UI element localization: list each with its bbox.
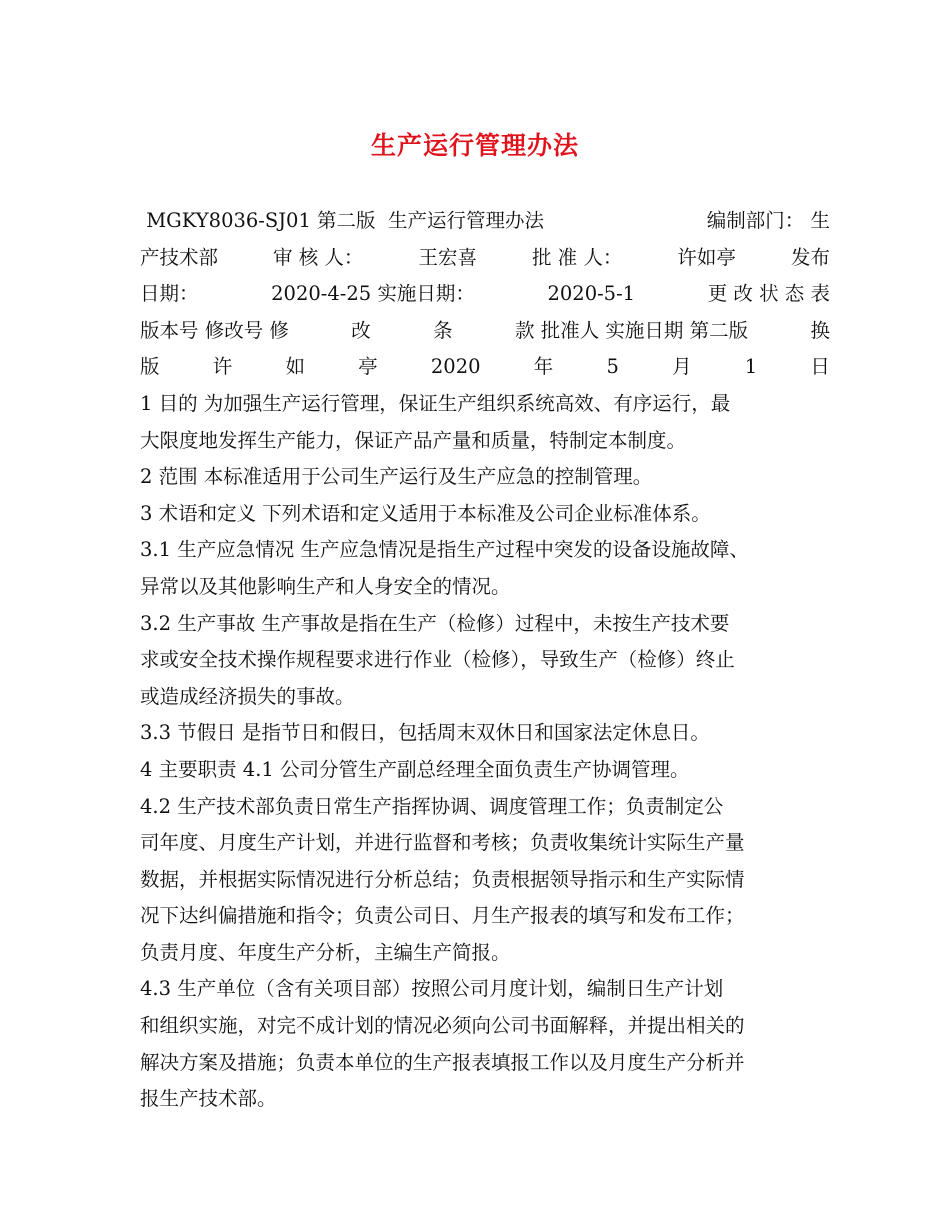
body-line: 4.2 生产技术部负责日常生产指挥协调、调度管理工作；负责制定公 — [140, 794, 724, 818]
header-segment: 如 — [285, 355, 305, 379]
header-segment: 2020 — [430, 355, 481, 379]
header-segment: MGKY8036-SJ01 第二版 生产运行管理办法 — [140, 209, 544, 232]
header-segment: 许 — [212, 355, 233, 379]
header-segment: 编制部门： 生 — [706, 209, 830, 232]
body-line: 解决方案及措施；负责本单位的生产报表填报工作以及月度生产分析并 — [140, 1050, 745, 1074]
header-segment: 许如亭 — [677, 245, 736, 269]
header-segment: 5 — [606, 355, 619, 379]
body-line: 3.1 生产应急情况 生产应急情况是指生产过程中突发的设备设施故障、 — [140, 538, 749, 562]
header-segment: 日 — [810, 355, 830, 379]
header-line — [140, 276, 830, 313]
body-line: 异常以及其他影响生产和人身安全的情况。 — [140, 574, 511, 598]
body-line: 1 目的 为加强生产运行管理，保证生产组织系统高效、有序运行，最 — [140, 391, 731, 415]
header-segment: 版本号 修改号 修 — [140, 318, 289, 342]
header-segment: 日期： — [140, 282, 199, 306]
header-segment: 亭 — [358, 355, 378, 379]
header-line — [140, 349, 830, 386]
body-line: 2 范围 本标准适用于公司生产运行及生产应急的控制管理。 — [140, 465, 653, 489]
header-segment: 1 — [744, 355, 758, 379]
body-line: 数据，并根据实际情况进行分析总结；负责根据领导指示和生产实际情 — [140, 867, 745, 891]
body-line: 3.2 生产事故 生产事故是指在生产（检修）过程中，未按生产技术要 — [140, 611, 730, 635]
header-segment: 批 准 人： — [531, 245, 623, 269]
document-body — [140, 203, 830, 1118]
body-line: 3 术语和定义 下列术语和定义适用于本标准及公司企业标准体系。 — [140, 501, 711, 525]
header-segment: 发布 — [790, 245, 830, 269]
body-line: 或造成经济损失的事故。 — [140, 684, 355, 708]
header-segment: 产技术部 — [140, 245, 219, 269]
header-segment: 审 核 人： — [273, 245, 364, 269]
header-segment: 2020-5-1 — [547, 282, 636, 306]
body-line: 负责月度、年度生产分析，主编生产简报。 — [140, 940, 511, 964]
header-segment: 年 — [533, 355, 554, 379]
header-line — [140, 203, 830, 240]
header-segment: 王宏喜 — [418, 245, 477, 269]
header-segment: 更 改 状 态 表 — [707, 282, 830, 306]
body-line: 4 主要职责 4.1 公司分管生产副总经理全面负责生产协调管理。 — [140, 757, 690, 781]
header-segment: 月 — [672, 355, 692, 379]
header-segment: 换 — [810, 318, 830, 342]
header-segment: 款 批准人 实施日期 第二版 — [515, 318, 749, 342]
body-line: 求或安全技术操作规程要求进行作业（检修），导致生产（检修）终止 — [140, 648, 735, 672]
body-line: 报生产技术部。 — [140, 1087, 277, 1111]
header-line — [140, 240, 830, 277]
header-segment: 版 — [140, 355, 160, 379]
body-line: 大限度地发挥生产能力，保证产品产量和质量，特制定本制度。 — [140, 428, 687, 452]
body-line: 4.3 生产单位（含有关项目部）按照公司月度计划，编制日生产计划 — [140, 977, 724, 1001]
header-line — [140, 313, 830, 350]
body-line: 司年度、月度生产计划，并进行监督和考核；负责收集统计实际生产量 — [140, 831, 745, 855]
header-segment: 2020-4-25 实施日期： — [271, 282, 475, 306]
header-segment: 条 — [433, 318, 453, 342]
header-segment: 改 — [351, 318, 371, 342]
body-line: 和组织实施，对完不成计划的情况必须向公司书面解释，并提出相关的 — [140, 1014, 745, 1038]
document-title: 生产运行管理办法 — [370, 131, 579, 160]
body-line: 3.3 节假日 是指节日和假日，包括周末双休日和国家法定休息日。 — [140, 721, 710, 745]
body-line: 况下达纠偏措施和指令；负责公司日、月生产报表的填写和发布工作； — [140, 904, 745, 928]
